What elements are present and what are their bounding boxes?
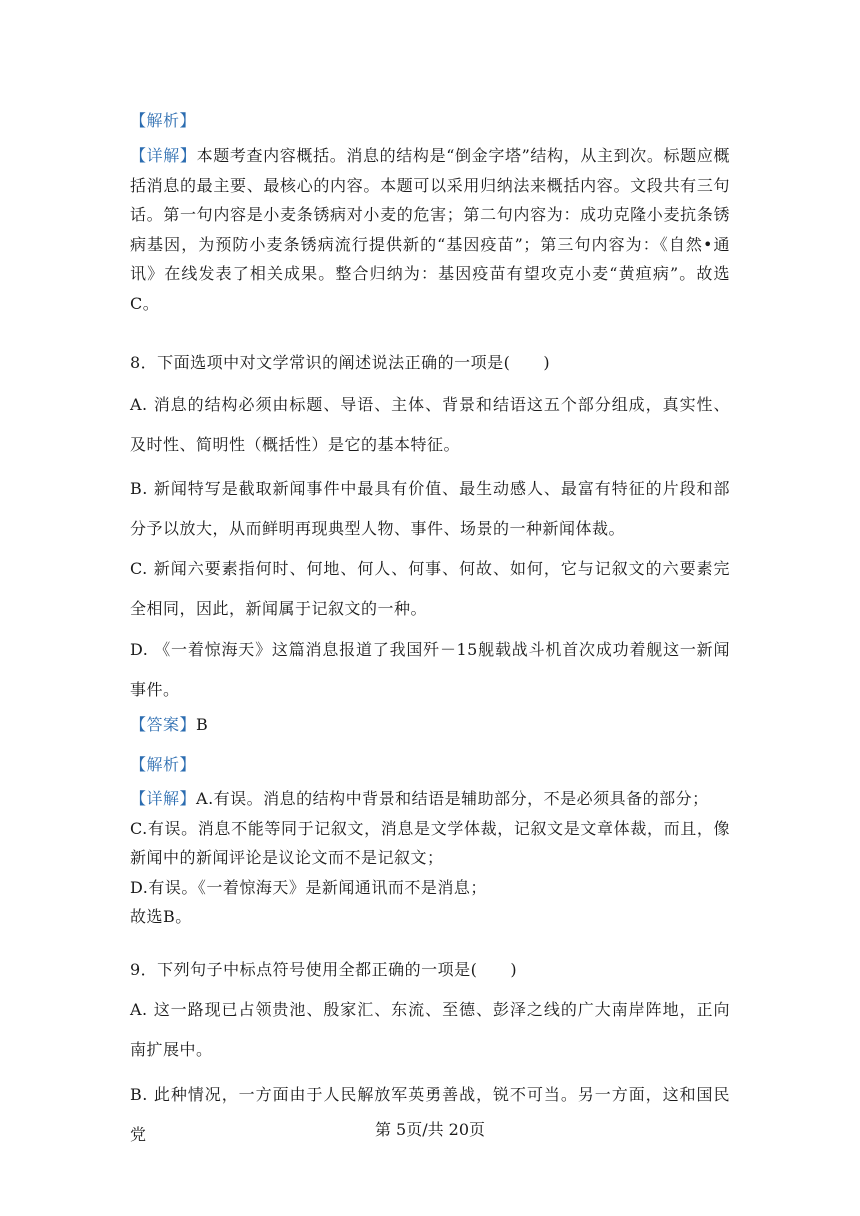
answer-tag: 【答案】	[130, 715, 197, 734]
q7-detail-text: 本题考查内容概括。消息的结构是“倒金字塔”结构，从主到次。标题应概括消息的最主要、最核心的内容。本题可以采用归纳法来概括内容。文段共有三句话。第一句内容是小麦条锈病对小麦的危害；第二句内容为：成功克隆小麦抗条锈病基因，为预防小麦条锈病流行提供新的“基因疫苗”；第三句内容为：《自然•通讯》在线发表了相关成果。整合归纳为：基因疫苗有望攻克小麦“黄疸病”。故选C。	[130, 146, 730, 313]
page-number-footer: 第 5页/共 20页	[374, 1120, 486, 1139]
q8-jiexi-heading	[130, 753, 730, 777]
q8-detail-line: 【详解】A.有误。消息的结构中背景和结语是辅助部分，不是必须具备的部分；	[130, 789, 709, 808]
q8-detail-line: C.有误。消息不能等同于记叙文，消息是文学体裁，记叙文是文章体裁，而且，像新闻中的新闻评论是议论文而不是记叙文；	[130, 818, 730, 867]
q8-option-b: B. 新闻特写是截取新闻事件中最具有价值、最生动感人、最富有特征的片段和部分予以放大，从而鲜明再现典型人物、事件、场景的一种新闻体裁。	[130, 479, 730, 538]
detail-tag: 【详解】	[130, 789, 197, 808]
q8-answer	[130, 713, 730, 737]
q8-option-a: A. 消息的结构必须由标题、导语、主体、背景和结语这五个部分组成，真实性、及时性、简明性（概括性）是它的基本特征。	[130, 395, 730, 454]
q8-detail	[130, 784, 730, 932]
jiexi-tag: 【解析】	[130, 755, 197, 774]
q7-detail-paragraph	[130, 141, 730, 318]
answer-value: B	[196, 715, 209, 734]
q8-detail-line: D.有误。《一着惊海天》是新闻通讯而不是消息；	[130, 877, 487, 897]
detail-tag: 【详解】	[130, 146, 197, 165]
q7-jiexi-heading	[130, 109, 730, 133]
q8-option-c: C. 新闻六要素指何时、何地、何人、何事、何故、如何，它与记叙文的六要素完全相同，因此，新闻属于记叙文的一种。	[130, 559, 730, 618]
q8-detail-line: 故选B。	[130, 907, 192, 926]
q9-option-b: B. 此种情况，一方面由于人民解放军英勇善战，锐不可当。另一方面，这和国民党	[130, 1085, 730, 1144]
jiexi-tag: 【解析】	[130, 111, 197, 130]
q8-question: 8．下面选项中对文学常识的阐述说法正确的一项是( )	[130, 353, 551, 372]
q8-option-d: D. 《一着惊海天》这篇消息报道了我国歼－15舰载战斗机首次成功着舰这一新闻事件。	[130, 640, 730, 699]
q9-option-a: A. 这一路现已占领贵池、殷家汇、东流、至德、彭泽之线的广大南岸阵地，正向南扩展中。	[130, 1000, 730, 1059]
q9-question: 9．下列句子中标点符号使用全都正确的一项是( )	[130, 960, 518, 979]
